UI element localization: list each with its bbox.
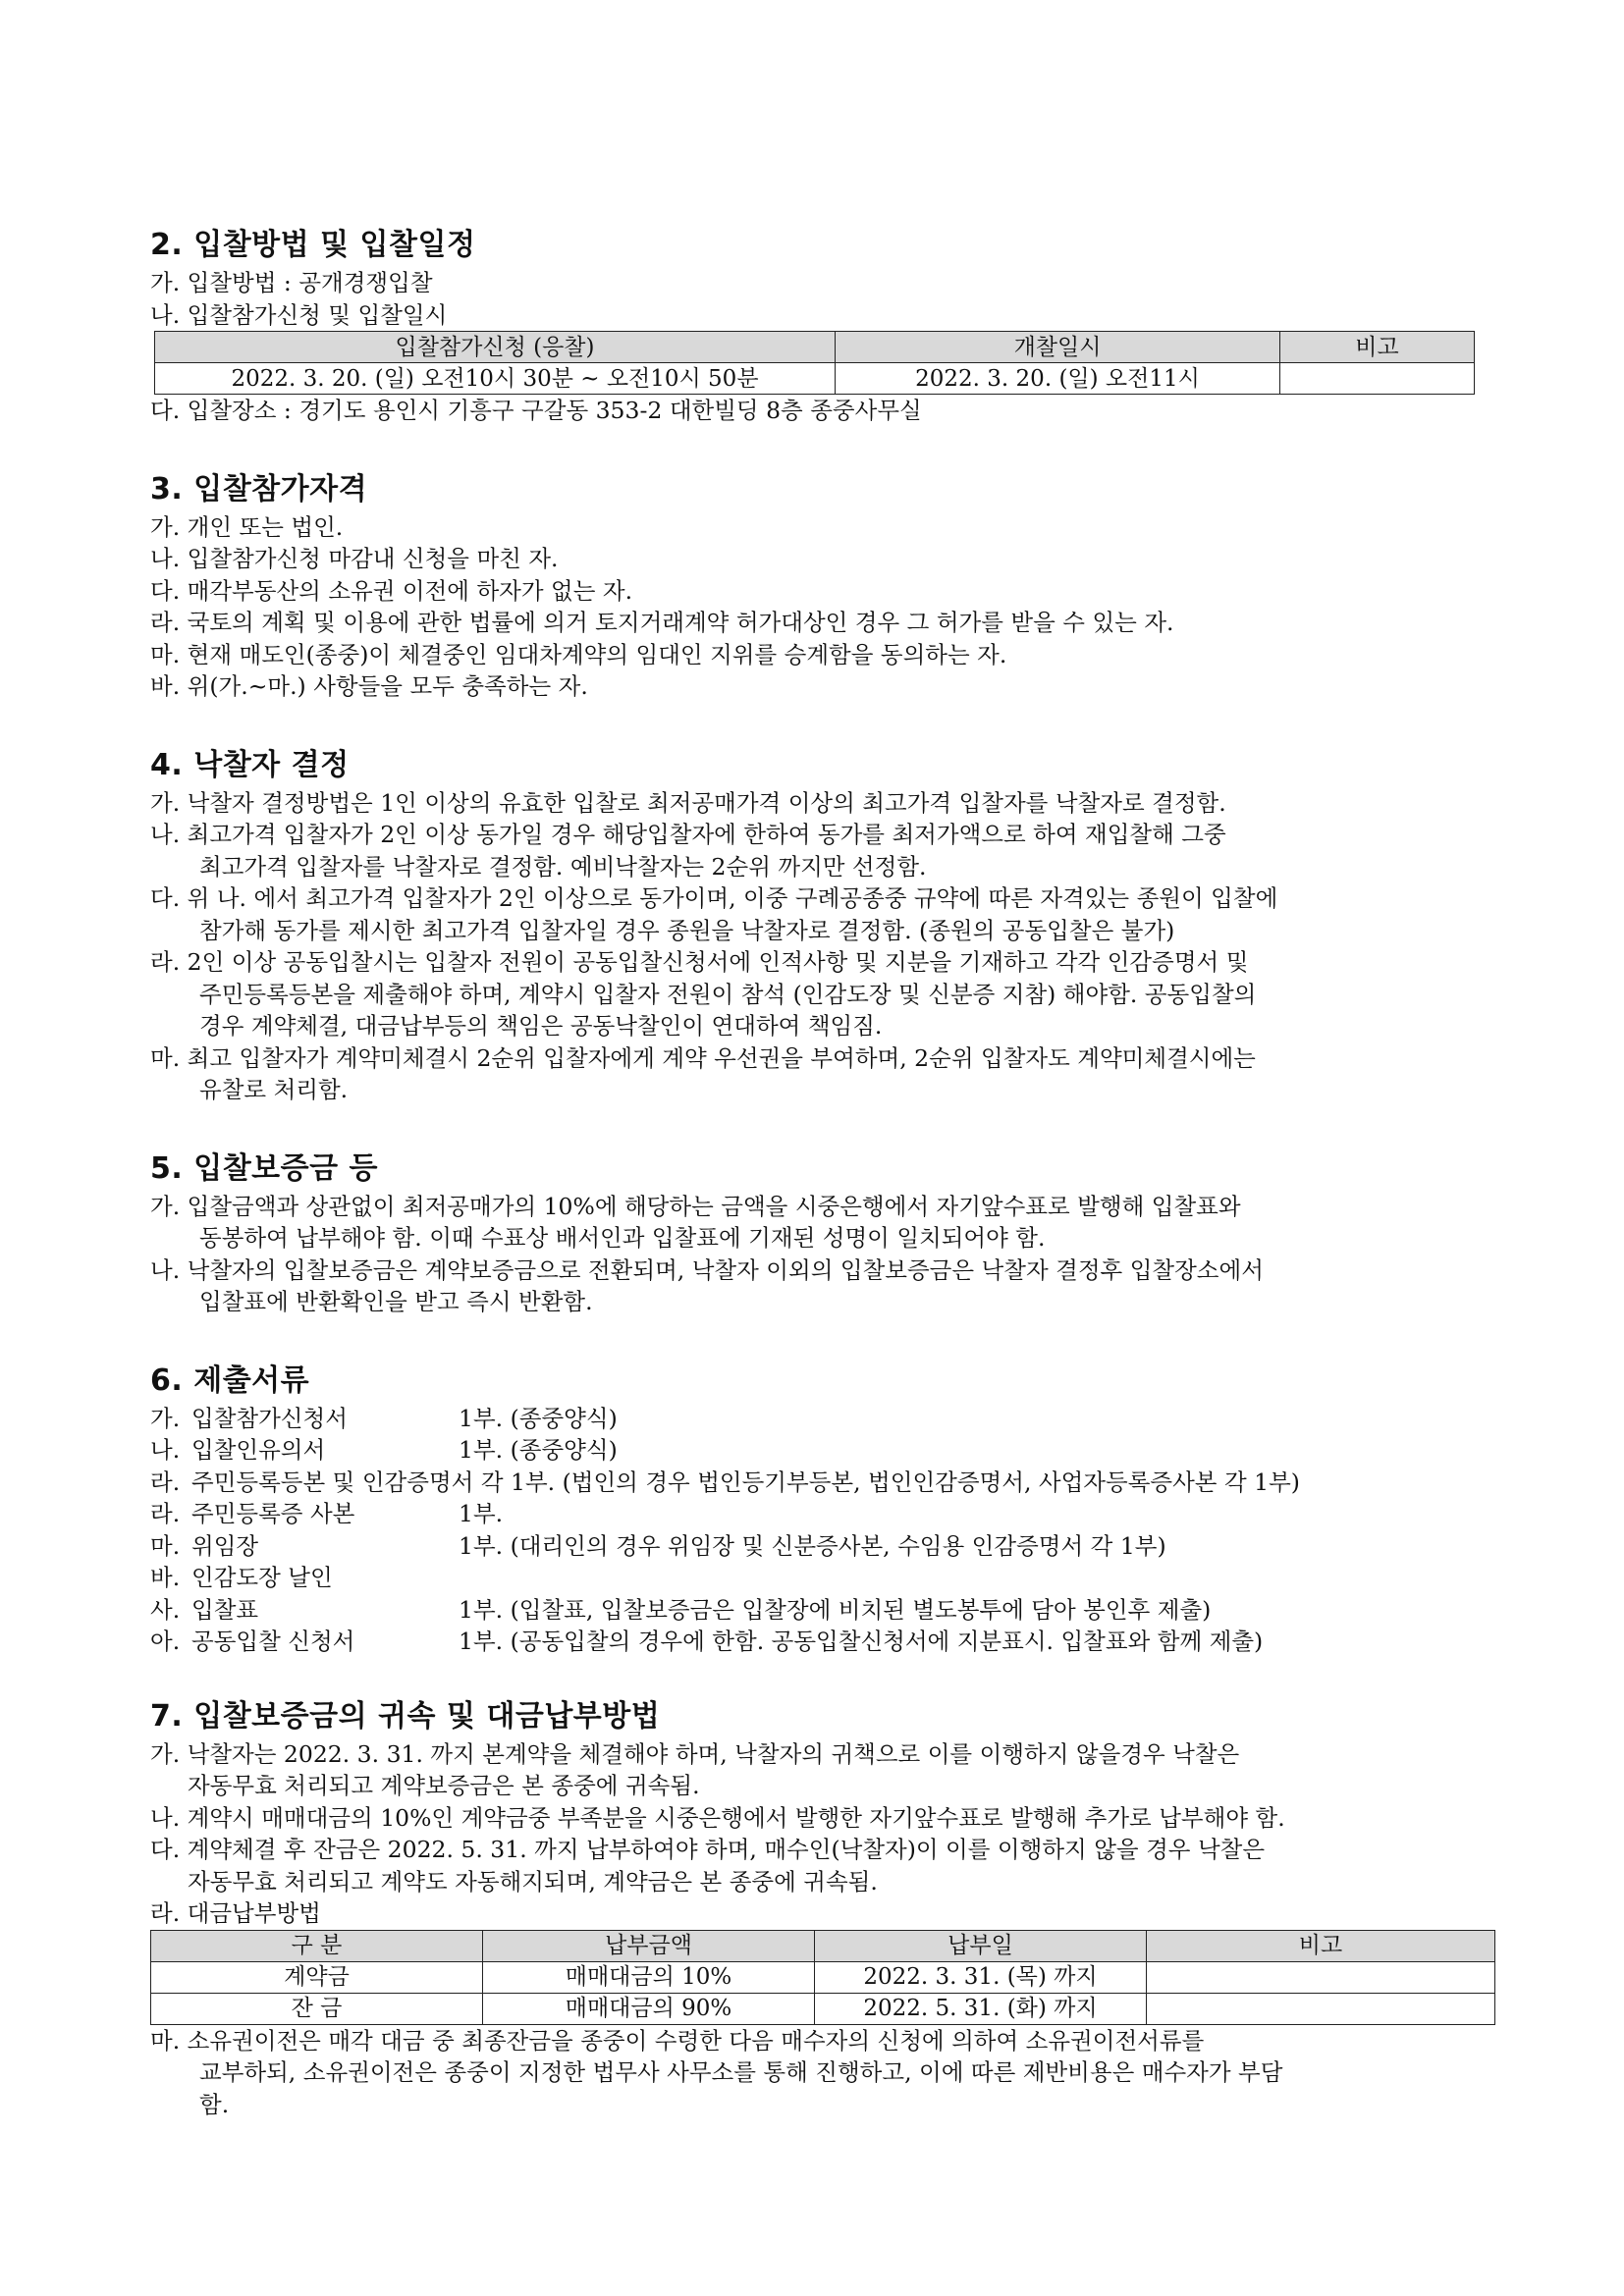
item-marker: 라. [150,948,181,976]
list-item [150,1042,1495,1075]
item-text: 계약시 매매대금의 10%인 계약금중 부족분을 시중은행에서 발행한 자기앞수표로 발행해 추가로 납부해야 함. [187,1803,1285,1832]
item-text: 현재 매도인(종중)이 체결중인 임대차계약의 임대인 지위를 승계함을 동의하는 자. [187,640,1007,668]
item-text: 입찰장소 : 경기도 용인시 기흥구 구갈동 353-2 대한빌딩 8층 종중사무실 [187,397,922,424]
item-marker: 바. [150,1564,181,1591]
document-copies: 1부. (종중양식) [459,1436,618,1464]
document-copies: 1부. (입찰표, 입찰보증금은 입찰장에 비치된 별도봉투에 담아 봉인후 제출) [459,1595,1212,1624]
list-item [150,882,1495,915]
table-cell: 2022. 3. 20. (일) 오전10시 30분 ~ 오전10시 50분 [155,363,836,395]
item-text: 계약체결 후 잔금은 2022. 5. 31. 까지 납부하여야 하며, 매수인(낙찰자)이 이를 이행하지 않을 경우 낙찰은 [187,1836,1266,1863]
item-marker: 가. [150,1404,181,1432]
item-marker: 마. [150,1531,181,1560]
document-name: 주민등록등본 및 인감증명서 각 1부. (법인의 경우 법인등기부등본, 법인인감증명서, 사업자등록증사본 각 1부) [191,1468,1300,1496]
table-cell: 매매대금의 90% [483,1993,815,2024]
item-continuation: 유찰로 처리함. [199,1076,349,1103]
item-continuation: 자동무효 처리되고 계약보증금은 본 종중에 귀속됨. [188,1772,700,1799]
document-name: 위임장 [191,1531,259,1560]
list-item [150,2025,1495,2057]
table-cell [1147,1961,1495,1993]
item-marker: 마. [150,1043,181,1072]
list-item [150,787,1495,820]
item-marker: 나. [150,1255,181,1284]
list-item [150,946,1495,979]
document-copies: 1부. (대리인의 경우 위임장 및 신분증사본, 수임용 인감증명서 각 1부) [459,1531,1166,1560]
list-item [150,670,1495,703]
document-name: 공동입찰 신청서 [191,1628,355,1655]
item-text: 위(가.~마.) 사항들을 모두 충족하는 자. [187,672,588,700]
list-item [150,639,1495,671]
item-text: 2인 이상 공동입찰시는 입찰자 전원이 공동입찰신청서에 인적사항 및 지분을 기재하고 각각 인감증명서 및 [187,948,1249,976]
item-marker: 다. [150,884,181,912]
list-item [150,543,1495,575]
document-item [150,1434,1495,1467]
table-cell: 2022. 3. 20. (일) 오전11시 [836,363,1280,395]
section-heading: 5. 입찰보증금 등 [150,1150,379,1186]
item-continuation: 경우 계약체결, 대금납부등의 책임은 공동낙찰인이 연대하여 책임짐. [199,1012,883,1040]
item-marker: 아. [150,1628,181,1655]
item-text: 개인 또는 법인. [187,512,344,541]
item-text: 낙찰자 결정방법은 1인 이상의 유효한 입찰로 최저공매가격 이상의 최고가격 입찰자를 낙찰자로 결정함. [187,788,1226,817]
section-heading: 2. 입찰방법 및 입찰일정 [150,228,476,262]
document-item [150,1626,1495,1658]
section-deposit-payment [150,1697,1495,2121]
table-cell: 2022. 5. 31. (화) 까지 [815,1993,1147,2024]
list-item [150,267,1495,299]
item-text: 최고 입찰자가 계약미체결시 2순위 입찰자에게 계약 우선권을 부여하며, 2순위 입찰자도 계약미체결시에는 [187,1043,1256,1072]
item-marker: 라. [150,1468,181,1496]
item-text: 입찰방법 : 공개경쟁입찰 [187,269,433,296]
schedule-table [154,331,1475,395]
section-eligibility [150,470,1495,703]
list-item [150,511,1495,544]
item-marker: 가. [150,1192,181,1220]
item-continuation: 최고가격 입찰자를 낙찰자로 결정함. 예비낙찰자는 2순위 까지만 선정함. [199,852,927,881]
item-continuation: 참가해 동가를 제시한 최고가격 입찰자일 경우 종원을 낙찰자로 결정함. (종원의 공동입찰은 불가) [199,916,1175,944]
table-cell: 2022. 3. 31. (목) 까지 [815,1961,1147,1993]
document-name: 주민등록증 사본 [191,1500,355,1527]
item-text: 입찰참가신청 및 입찰일시 [187,300,448,329]
item-marker: 라. [150,1899,181,1927]
document-name: 인감도장 날인 [191,1564,333,1591]
item-marker: 라. [150,609,181,636]
table-row [151,1993,1495,2024]
document-copies: 1부. (종중양식) [459,1404,618,1432]
item-text: 입찰금액과 상관없이 최저공매가의 10%에 해당하는 금액을 시중은행에서 자기앞수표로 발행해 입찰표와 [187,1192,1241,1220]
document-item [150,1594,1495,1627]
item-marker: 다. [150,1836,181,1863]
table-header: 비고 [1280,332,1475,363]
document-item [150,1403,1495,1435]
table-header-row [155,332,1475,363]
item-text: 최고가격 입찰자가 2인 이상 동가일 경우 해당입찰자에 한하여 동가를 최저가액으로 하여 재입찰해 그중 [187,821,1226,848]
item-marker: 나. [150,300,181,329]
document-name: 입찰표 [191,1595,259,1624]
item-continuation: 교부하되, 소유권이전은 종중이 지정한 법무사 사무소를 통해 진행하고, 이에 따른 제반비용은 매수자가 부담 [199,2058,1283,2086]
document-copies: 1부. [459,1500,504,1527]
section-heading: 3. 입찰참가자격 [150,471,368,507]
list-item [150,299,1495,332]
document-item [150,1498,1495,1530]
item-text: 소유권이전은 매각 대금 중 최종잔금을 종중이 수령한 다음 매수자의 신청에 의하여 소유권이전서류를 [187,2026,1205,2055]
item-continuation: 주민등록등본을 제출해야 하며, 계약시 입찰자 전원이 참석 (인감도장 및 신분증 지참) 해야함. 공동입찰의 [199,980,1257,1008]
section-documents [150,1362,1495,1658]
item-marker: 마. [150,640,181,668]
section-heading: 6. 제출서류 [150,1362,310,1398]
table-header-row [151,1930,1495,1961]
item-marker: 가. [150,788,181,817]
item-text: 대금납부방법 [187,1899,321,1927]
section-bid-deposit [150,1149,1495,1318]
table-cell [1147,1993,1495,2024]
list-item [150,1897,1495,1930]
table-header: 구 분 [151,1930,483,1961]
item-marker: 마. [150,2026,181,2055]
list-item [150,819,1495,851]
item-marker: 사. [150,1595,181,1624]
table-cell: 매매대금의 10% [483,1961,815,1993]
table-cell: 계약금 [151,1961,483,1993]
item-continuation: 입찰표에 반환확인을 받고 즉시 반환함. [199,1288,593,1315]
item-continuation: 동봉하여 납부해야 함. 이때 수표상 배서인과 입찰표에 기재된 성명이 일치되어야 함. [199,1224,1046,1252]
item-continuation: 자동무효 처리되고 계약도 자동해지되며, 계약금은 본 종중에 귀속됨. [188,1867,878,1896]
item-marker: 나. [150,545,181,572]
table-header: 납부일 [815,1930,1147,1961]
list-item [150,1802,1495,1835]
item-text: 위 나. 에서 최고가격 입찰자가 2인 이상으로 동가이며, 이중 구례공종중 규약에 따른 자격있는 종원이 입찰에 [187,884,1278,912]
document-name: 입찰인유의서 [191,1436,326,1464]
document-item [150,1530,1495,1563]
item-marker: 다. [150,397,181,424]
list-item [150,607,1495,639]
section-heading: 4. 낙찰자 결정 [150,747,350,782]
item-marker: 나. [150,1436,181,1464]
item-marker: 가. [150,512,181,541]
item-continuation: 함. [199,2090,230,2118]
list-item [150,395,1495,427]
document-name: 입찰참가신청서 [191,1404,348,1432]
item-text: 입찰참가신청 마감내 신청을 마친 자. [187,545,559,572]
payment-table [150,1930,1495,2025]
list-item [150,1834,1495,1866]
item-marker: 다. [150,576,181,605]
item-marker: 가. [150,1739,181,1768]
item-marker: 가. [150,269,181,296]
table-header: 비고 [1147,1930,1495,1961]
list-item [150,1191,1495,1223]
item-marker: 라. [150,1500,181,1527]
table-header: 개찰일시 [836,332,1280,363]
document-copies: 1부. (공동입찰의 경우에 한함. 공동입찰신청서에 지분표시. 입찰표와 함께 제출) [459,1628,1264,1655]
item-text: 국토의 계획 및 이용에 관한 법률에 의거 토지거래계약 허가대상인 경우 그 허가를 받을 수 있는 자. [187,609,1174,636]
item-text: 매각부동산의 소유권 이전에 하자가 없는 자. [187,576,633,605]
table-header: 납부금액 [483,1930,815,1961]
document-page [150,226,1495,2120]
item-text: 낙찰자는 2022. 3. 31. 까지 본계약을 체결해야 하며, 낙찰자의 귀책으로 이를 이행하지 않을경우 낙찰은 [187,1739,1240,1768]
table-row [155,363,1475,395]
section-winner-decision [150,746,1495,1106]
section-bidding-method [150,226,1495,427]
section-heading: 7. 입찰보증금의 귀속 및 대금납부방법 [150,1698,661,1734]
list-item [150,1738,1495,1771]
table-cell [1280,363,1475,395]
table-row [151,1961,1495,1993]
table-header: 입찰참가신청 (응찰) [155,332,836,363]
list-item [150,1255,1495,1287]
document-item [150,1467,1495,1499]
item-marker: 바. [150,672,181,700]
item-marker: 나. [150,1803,181,1832]
item-text: 낙찰자의 입찰보증금은 계약보증금으로 전환되며, 낙찰자 이외의 입찰보증금은 낙찰자 결정후 입찰장소에서 [187,1255,1264,1284]
table-cell: 잔 금 [151,1993,483,2024]
item-marker: 나. [150,821,181,848]
document-item [150,1562,1495,1594]
list-item [150,575,1495,608]
